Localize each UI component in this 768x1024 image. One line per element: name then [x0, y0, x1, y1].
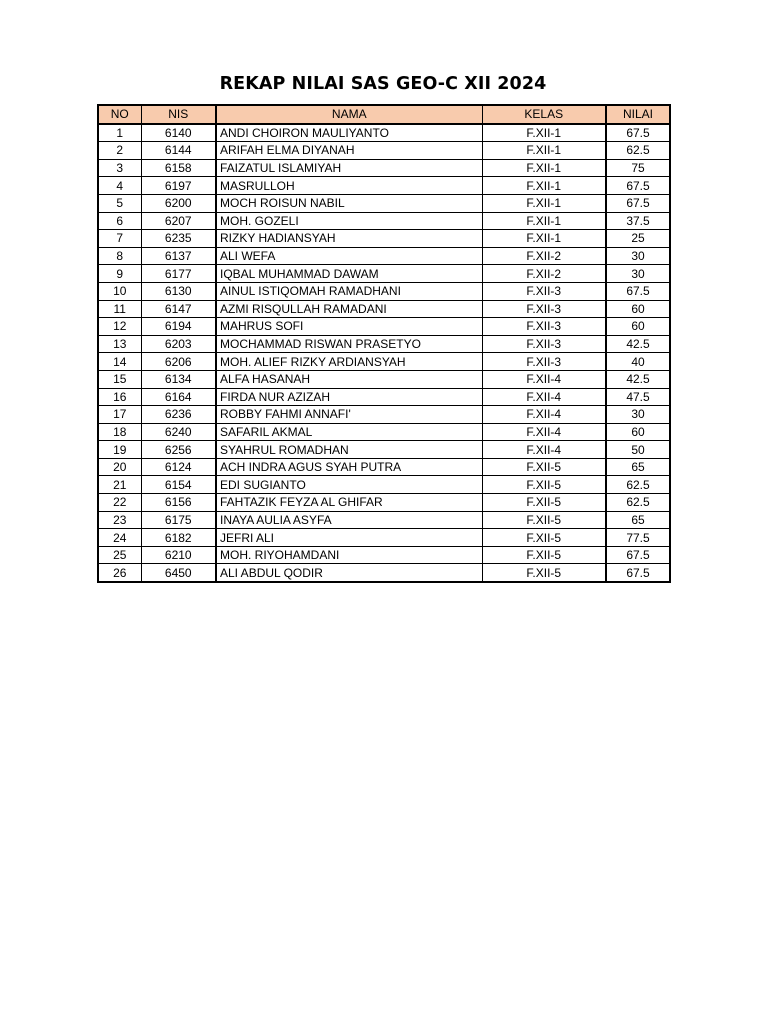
cell-nama: ALI ABDUL QODIR: [216, 564, 482, 582]
cell-nis: 6158: [141, 159, 216, 177]
cell-nama: AZMI RISQULLAH RAMADANI: [216, 300, 482, 318]
cell-nama: ALI WEFA: [216, 247, 482, 265]
cell-nilai: 40: [606, 353, 670, 371]
cell-kelas: F.XII-3: [482, 282, 606, 300]
cell-nama: SYAHRUL ROMADHAN: [216, 441, 482, 459]
cell-no: 6: [98, 212, 141, 230]
cell-nilai: 67.5: [606, 177, 670, 195]
cell-nilai: 75: [606, 159, 670, 177]
cell-nis: 6124: [141, 458, 216, 476]
cell-nis: 6130: [141, 282, 216, 300]
cell-nis: 6206: [141, 353, 216, 371]
cell-nama: ROBBY FAHMI ANNAFI': [216, 406, 482, 424]
table-header: [98, 105, 670, 124]
cell-nilai: 65: [606, 458, 670, 476]
cell-kelas: F.XII-4: [482, 370, 606, 388]
table-row: [98, 177, 670, 195]
page-title: REKAP NILAI SAS GEO-C XII 2024: [219, 74, 547, 94]
cell-no: 17: [98, 406, 141, 424]
cell-no: 19: [98, 441, 141, 459]
cell-nilai: 30: [606, 406, 670, 424]
cell-nis: 6235: [141, 230, 216, 248]
cell-nama: INAYA AULIA ASYFA: [216, 511, 482, 529]
cell-nilai: 25: [606, 230, 670, 248]
cell-nama: FAIZATUL ISLAMIYAH: [216, 159, 482, 177]
cell-nis: 6203: [141, 335, 216, 353]
table-row: [98, 406, 670, 424]
column-header-nilai: NILAI: [606, 105, 670, 124]
cell-kelas: F.XII-4: [482, 388, 606, 406]
cell-nilai: 62.5: [606, 142, 670, 160]
cell-no: 3: [98, 159, 141, 177]
cell-no: 26: [98, 564, 141, 582]
cell-nilai: 65: [606, 511, 670, 529]
cell-no: 25: [98, 546, 141, 564]
cell-no: 12: [98, 318, 141, 336]
cell-kelas: F.XII-1: [482, 177, 606, 195]
cell-kelas: F.XII-1: [482, 230, 606, 248]
cell-kelas: F.XII-1: [482, 124, 606, 142]
cell-nis: 6137: [141, 247, 216, 265]
column-header-nis: NIS: [141, 105, 216, 124]
cell-no: 11: [98, 300, 141, 318]
table-row: [98, 318, 670, 336]
cell-kelas: F.XII-5: [482, 564, 606, 582]
cell-nama: ALFA HASANAH: [216, 370, 482, 388]
cell-nama: MOCHAMMAD RISWAN PRASETYO: [216, 335, 482, 353]
cell-kelas: F.XII-4: [482, 441, 606, 459]
table-row: [98, 230, 670, 248]
cell-nama: AINUL ISTIQOMAH RAMADHANI: [216, 282, 482, 300]
cell-nilai: 67.5: [606, 194, 670, 212]
cell-nilai: 62.5: [606, 494, 670, 512]
cell-nilai: 47.5: [606, 388, 670, 406]
grades-table: [97, 104, 671, 583]
cell-no: 14: [98, 353, 141, 371]
cell-kelas: F.XII-5: [482, 476, 606, 494]
cell-nis: 6194: [141, 318, 216, 336]
table-row: [98, 423, 670, 441]
cell-no: 1: [98, 124, 141, 142]
table-row: [98, 142, 670, 160]
cell-nama: EDI SUGIANTO: [216, 476, 482, 494]
table-row: [98, 529, 670, 547]
cell-no: 10: [98, 282, 141, 300]
cell-nilai: 67.5: [606, 564, 670, 582]
cell-nis: 6240: [141, 423, 216, 441]
cell-nis: 6210: [141, 546, 216, 564]
cell-nilai: 37.5: [606, 212, 670, 230]
cell-nilai: 62.5: [606, 476, 670, 494]
cell-nama: MOCH ROISUN NABIL: [216, 194, 482, 212]
cell-kelas: F.XII-1: [482, 194, 606, 212]
cell-nama: MOH. ALIEF RIZKY ARDIANSYAH: [216, 353, 482, 371]
cell-kelas: F.XII-3: [482, 318, 606, 336]
cell-nis: 6175: [141, 511, 216, 529]
cell-nama: SAFARIL AKMAL: [216, 423, 482, 441]
cell-kelas: F.XII-3: [482, 353, 606, 371]
cell-nama: ANDI CHOIRON MAULIYANTO: [216, 124, 482, 142]
cell-no: 8: [98, 247, 141, 265]
cell-no: 13: [98, 335, 141, 353]
cell-nama: FAHTAZIK FEYZA AL GHIFAR: [216, 494, 482, 512]
cell-nilai: 42.5: [606, 335, 670, 353]
table-row: [98, 458, 670, 476]
cell-nama: MAHRUS SOFI: [216, 318, 482, 336]
cell-nis: 6197: [141, 177, 216, 195]
cell-kelas: F.XII-5: [482, 529, 606, 547]
cell-kelas: F.XII-3: [482, 335, 606, 353]
cell-nama: MOH. RIYOHAMDANI: [216, 546, 482, 564]
cell-no: 9: [98, 265, 141, 283]
table-row: [98, 212, 670, 230]
column-header-kelas: KELAS: [482, 105, 606, 124]
cell-no: 2: [98, 142, 141, 160]
cell-nama: FIRDA NUR AZIZAH: [216, 388, 482, 406]
cell-no: 7: [98, 230, 141, 248]
cell-kelas: F.XII-2: [482, 265, 606, 283]
cell-nis: 6147: [141, 300, 216, 318]
cell-kelas: F.XII-2: [482, 247, 606, 265]
cell-kelas: F.XII-1: [482, 142, 606, 160]
cell-no: 15: [98, 370, 141, 388]
table-row: [98, 247, 670, 265]
table-row: [98, 441, 670, 459]
cell-nama: RIZKY HADIANSYAH: [216, 230, 482, 248]
table-row: [98, 370, 670, 388]
cell-no: 22: [98, 494, 141, 512]
cell-kelas: F.XII-4: [482, 423, 606, 441]
column-header-no: NO: [98, 105, 141, 124]
table-row: [98, 335, 670, 353]
cell-nilai: 60: [606, 318, 670, 336]
cell-nis: 6164: [141, 388, 216, 406]
table-row: [98, 388, 670, 406]
cell-nama: ARIFAH ELMA DIYANAH: [216, 142, 482, 160]
table-row: [98, 476, 670, 494]
cell-nilai: 42.5: [606, 370, 670, 388]
cell-nama: MOH. GOZELI: [216, 212, 482, 230]
column-header-nama: NAMA: [216, 105, 482, 124]
cell-kelas: F.XII-5: [482, 458, 606, 476]
cell-nilai: 60: [606, 423, 670, 441]
cell-no: 21: [98, 476, 141, 494]
table-row: [98, 353, 670, 371]
cell-nis: 6134: [141, 370, 216, 388]
cell-nilai: 67.5: [606, 124, 670, 142]
cell-nilai: 77.5: [606, 529, 670, 547]
cell-nis: 6236: [141, 406, 216, 424]
table-row: [98, 194, 670, 212]
cell-nama: JEFRI ALI: [216, 529, 482, 547]
cell-no: 4: [98, 177, 141, 195]
cell-no: 23: [98, 511, 141, 529]
cell-nilai: 60: [606, 300, 670, 318]
cell-nis: 6256: [141, 441, 216, 459]
cell-nis: 6177: [141, 265, 216, 283]
cell-kelas: F.XII-5: [482, 511, 606, 529]
cell-nilai: 67.5: [606, 546, 670, 564]
table-row: [98, 282, 670, 300]
table-row: [98, 494, 670, 512]
cell-no: 18: [98, 423, 141, 441]
cell-kelas: F.XII-1: [482, 159, 606, 177]
cell-no: 24: [98, 529, 141, 547]
table-row: [98, 511, 670, 529]
header-row: [98, 105, 670, 124]
cell-kelas: F.XII-5: [482, 546, 606, 564]
cell-nis: 6182: [141, 529, 216, 547]
table-body: [98, 124, 670, 582]
cell-nama: IQBAL MUHAMMAD DAWAM: [216, 265, 482, 283]
cell-nis: 6200: [141, 194, 216, 212]
cell-no: 5: [98, 194, 141, 212]
cell-no: 20: [98, 458, 141, 476]
cell-no: 16: [98, 388, 141, 406]
cell-nama: ACH INDRA AGUS SYAH PUTRA: [216, 458, 482, 476]
cell-kelas: F.XII-5: [482, 494, 606, 512]
table-row: [98, 546, 670, 564]
cell-nis: 6140: [141, 124, 216, 142]
table-row: [98, 300, 670, 318]
cell-nilai: 67.5: [606, 282, 670, 300]
cell-nilai: 30: [606, 247, 670, 265]
cell-nis: 6450: [141, 564, 216, 582]
table-row: [98, 159, 670, 177]
cell-kelas: F.XII-1: [482, 212, 606, 230]
cell-nilai: 30: [606, 265, 670, 283]
cell-nama: MASRULLOH: [216, 177, 482, 195]
cell-kelas: F.XII-3: [482, 300, 606, 318]
table-row: [98, 124, 670, 142]
table-row: [98, 265, 670, 283]
cell-nis: 6154: [141, 476, 216, 494]
cell-nis: 6144: [141, 142, 216, 160]
table-row: [98, 564, 670, 582]
cell-nis: 6156: [141, 494, 216, 512]
cell-kelas: F.XII-4: [482, 406, 606, 424]
cell-nilai: 50: [606, 441, 670, 459]
cell-nis: 6207: [141, 212, 216, 230]
